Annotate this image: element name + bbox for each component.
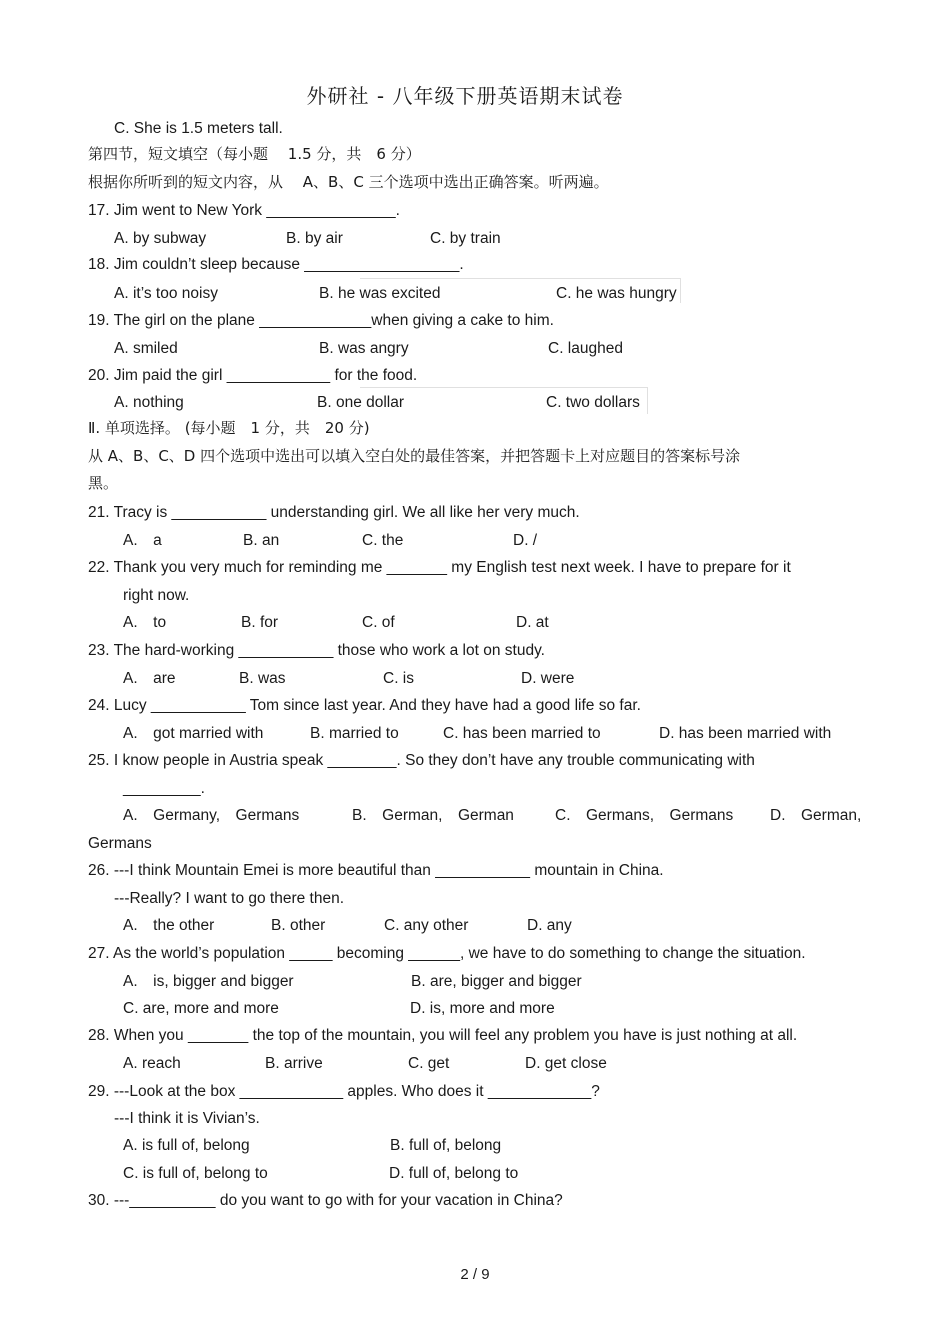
question-25-stem: 25. I know people in Austria speak ________. So they don’t have any trouble communicating with (88, 752, 755, 769)
question-26-option-b: B. other (271, 917, 326, 934)
question-22-option-d: D. at (516, 614, 549, 631)
question-19-option-b: B. was angry (319, 340, 409, 357)
question-21-option-c: C. the (362, 532, 404, 549)
question-29-option-d: D. full of, belong to (389, 1165, 519, 1182)
question-20-option-b: B. one dollar (317, 394, 405, 411)
part2-heading: Ⅱ. 单项选择。 (每小题 1 分，共 20 分) (88, 419, 370, 437)
question-23-option-c: C. is (383, 670, 414, 687)
question-29-stem-continued: ---I think it is Vivian’s. (114, 1110, 260, 1127)
question-27-option-b: B. are, bigger and bigger (411, 973, 582, 990)
question-20-stem: 20. Jim paid the girl ____________ for the food. (88, 367, 418, 384)
question-26-option-a: A. the other (123, 917, 215, 934)
question-29-option-c: C. is full of, belong to (123, 1165, 268, 1182)
question-19-option-c: C. laughed (548, 340, 623, 357)
question-22-option-b: B. for (241, 614, 279, 631)
page-title: 外研社 - 八年级下册英语期末试卷 (306, 84, 624, 108)
question-30-stem: 30. ---__________ do you want to go with for your vacation in China? (88, 1192, 563, 1209)
question-23-option-b: B. was (239, 670, 286, 687)
question-25-option-a: A. Germany, Germans (123, 807, 300, 824)
question-20-option-c: C. two dollars (546, 394, 640, 411)
part2-instruction-continued: 黑。 (88, 474, 119, 492)
question-27-stem: 27. As the world’s population _____ becoming ______, we have to do something to change the situation. (88, 945, 806, 962)
question-25-option-b: B. German, German (352, 807, 514, 824)
question-24-option-a: A. got married with (123, 725, 264, 742)
section4-heading: 第四节，短文填空（每小题 1.5 分，共 6 分） (88, 145, 421, 163)
question-17-stem: 17. Jim went to New York _______________. (88, 202, 400, 219)
question-26-option-c: C. any other (384, 917, 469, 934)
question-24-option-c: C. has been married to (443, 725, 601, 742)
question-28-stem: 28. When you _______ the top of the mountain, you will feel any problem you have is just nothing at all. (88, 1027, 798, 1044)
question-21-option-d: D. / (513, 532, 538, 549)
question-29-option-a: A. is full of, belong (123, 1137, 250, 1154)
question-22-stem: 22. Thank you very much for reminding me _______ my English test next week. I have to prepare for it (88, 559, 791, 576)
question-18-option-a: A. it’s too noisy (114, 285, 218, 302)
question-25-option-c: C. Germans, Germans (555, 807, 734, 824)
question-29-option-b: B. full of, belong (390, 1137, 502, 1154)
question-26-stem: 26. ---I think Mountain Emei is more beautiful than ___________ mountain in China. (88, 862, 664, 879)
question-18-option-b: B. he was excited (319, 285, 441, 302)
question-28-option-d: D. get close (525, 1055, 607, 1072)
question-21-option-b: B. an (243, 532, 280, 549)
question-27-option-d: D. is, more and more (410, 1000, 555, 1017)
question-17-option-a: A. by subway (114, 230, 207, 247)
section4-instruction: 根据你所听到的短文内容，从 A、B、C 三个选项中选出正确答案。听两遍。 (88, 173, 609, 191)
question-28-option-b: B. arrive (265, 1055, 323, 1072)
question-17-option-b: B. by air (286, 230, 343, 247)
question-22-option-c: C. of (362, 614, 395, 631)
question-20-option-a: A. nothing (114, 394, 184, 411)
question-18-stem: 18. Jim couldn’t sleep because __________________. (88, 256, 464, 273)
question-22-stem-continued: right now. (123, 587, 190, 604)
question-16-option-c: C. She is 1.5 meters tall. (114, 120, 283, 137)
question-23-option-d: D. were (521, 670, 575, 687)
question-24-stem: 24. Lucy ___________ Tom since last year. And they have had a good life so far. (88, 697, 641, 714)
question-26-stem-continued: ---Really? I want to go there then. (114, 890, 345, 907)
question-27-option-a: A. is, bigger and bigger (123, 973, 294, 990)
question-24-option-b: B. married to (310, 725, 399, 742)
question-18-option-c: C. he was hungry (556, 285, 677, 302)
question-24-option-d: D. has been married with (659, 725, 832, 742)
question-17-option-c: C. by train (430, 230, 501, 247)
question-28-option-a: A. reach (123, 1055, 181, 1072)
question-19-stem: 19. The girl on the plane _____________when giving a cake to him. (88, 312, 554, 329)
question-25-option-d: D. German, (770, 807, 862, 824)
question-23-option-a: A. are (123, 670, 176, 687)
part2-instruction: 从 A、B、C、D 四个选项中选出可以填入空白处的最佳答案，并把答题卡上对应题目的答案标号涂 (88, 447, 741, 465)
question-25-stem-continued: _________. (123, 780, 205, 797)
question-21-stem: 21. Tracy is ___________ understanding girl. We all like her very much. (88, 504, 580, 521)
page-number: 2 / 9 (460, 1266, 490, 1283)
question-29-stem: 29. ---Look at the box ____________ apples. Who does it ____________? (88, 1083, 600, 1100)
question-27-option-c: C. are, more and more (123, 1000, 279, 1017)
question-25-option-d-continued: Germans (88, 835, 152, 852)
question-21-option-a: A. a (123, 532, 162, 549)
question-28-option-c: C. get (408, 1055, 450, 1072)
question-22-option-a: A. to (123, 614, 167, 631)
question-26-option-d: D. any (527, 917, 572, 934)
question-23-stem: 23. The hard-working ___________ those who work a lot on study. (88, 642, 545, 659)
question-19-option-a: A. smiled (114, 340, 178, 357)
